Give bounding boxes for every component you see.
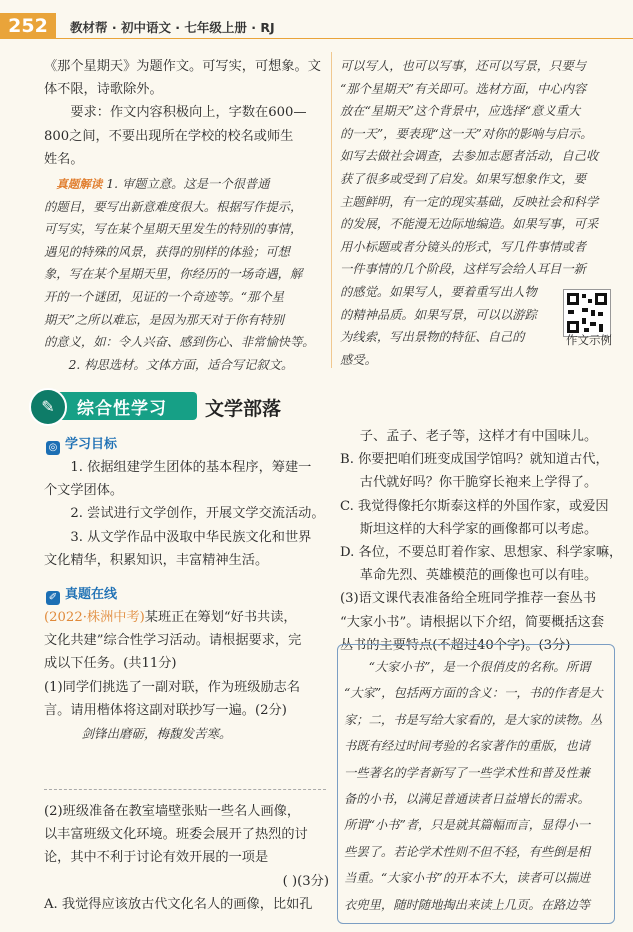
goal-heading: ◎ 学习目标: [46, 433, 117, 455]
q2-line: 论，其中不利于讨论有效开展的一项是: [44, 850, 269, 866]
analysis-line: 期天”之所以难忘，是因为那天对于你有特别: [44, 312, 284, 327]
banner-subtitle: 文学部落: [205, 398, 282, 420]
qr-caption: 作文示例: [566, 333, 612, 347]
online-heading: ✐ 真题在线: [46, 583, 117, 605]
option-b: 古代就好吗？你干脆穿长袍来上学得了。: [359, 475, 598, 491]
analysis-line: 象，写在某个星期天里，你经历的一场奇遇，解: [44, 267, 303, 282]
text-line: 的发展，不能漫无边际地编造。如果写事，可采: [340, 217, 599, 232]
text-line: 获了很多或受到了启发。如果写想象作文，要: [340, 171, 586, 186]
analysis-line: 2. 构思选材。文体方面，适合写记叙文。: [68, 357, 294, 372]
analysis-block: [44, 173, 329, 376]
q3-line: “大家小书”。请根据以下介绍，简要概括这套: [340, 614, 605, 630]
text-line: 放在“星期天”这个背景中，应选择“意义重大: [340, 104, 581, 119]
section-banner: [37, 392, 197, 420]
option-c: 斯坦这样的大科学家的画像都可以考虑。: [359, 521, 598, 537]
q3-line: 丛书的主要特点(不超过40个字)。(3分): [340, 637, 571, 653]
q3-line: (3)语文课代表准备给全班同学推荐一套丛书: [340, 591, 597, 607]
passage-line: 书既有经过时间考验的名家著作的重版，也请: [344, 739, 590, 754]
passage-line: “大家”，包括两方面的含义：一，书的作者是大: [344, 686, 603, 701]
text-line: 一件事情的几个阶段，这样写会给人耳目一新: [340, 262, 586, 277]
intro-line: 某班正在筹划“好书共读，: [144, 610, 297, 625]
qr-code-icon[interactable]: [563, 289, 611, 337]
page-header: [0, 0, 633, 42]
header-title: 教材帮 · 初中语文 · 七年级上册 · RJ: [70, 20, 275, 35]
text-line: 用小标题或者分镜头的形式，写几件事情或者: [340, 239, 586, 254]
pen-icon: ✐: [46, 591, 60, 605]
analysis-line: 开的一个谜团，见证的一个奇迹等。“那个星: [44, 289, 284, 304]
text-line: 主题鲜明，有一定的现实基础，反映社会和科学: [340, 194, 599, 209]
analysis-line: 1. 审题立意。这是一个很普通: [106, 177, 270, 192]
q1-answer: 剑锋出磨砺，梅馥发苦寒。: [81, 726, 232, 742]
text-line: 的感觉。如果写人，要着重写出人物: [340, 284, 537, 299]
passage-line: 当重。“大家小书”的开本不大，读者可以揣进: [344, 871, 591, 886]
passage-line: 些罢了。若论学术性则不但不轻，有些倒是相: [344, 844, 590, 859]
q1-line: 言。请用楷体将这副对联抄写一遍。(2分): [44, 702, 287, 718]
backpack-icon: ✎: [29, 388, 67, 426]
option-a-cont: 子、孟子、老子等，这样才有中国味儿。: [359, 429, 598, 444]
analysis-tag: 真题解读: [56, 177, 103, 192]
passage-line: 衣兜里，随时随地掏出来读上几页。在路边等: [344, 897, 590, 912]
goal-line: 个文学团体。: [44, 483, 124, 499]
text-line: 为线索，写出景物的特征、自己的: [340, 330, 525, 345]
text-line: 的精神品质。如果写景，可以以游踪: [340, 307, 537, 322]
text-line: “那个星期天”有关即可。选材方面，中心内容: [340, 81, 587, 96]
goals-block: [44, 456, 329, 572]
right-bottom-column: [340, 425, 625, 657]
text-line: 的一天”，要表现“这一天”对你的影响与启示。: [340, 126, 593, 141]
requirement-line: 姓名。: [44, 151, 84, 167]
goal-line: 2. 尝试进行文学创作，开展文学交流活动。: [70, 506, 325, 522]
text-line: 体不限，诗歌除外。: [44, 82, 163, 98]
q1-line: (1)同学们挑选了一副对联，作为班级励志名: [44, 679, 301, 695]
goal-line: 3. 从文学作品中汲取中华民族文化和世界: [70, 529, 312, 545]
question-block: [44, 606, 329, 745]
intro-line: 文化共建”综合性学习活动。请根据要求，完: [44, 633, 302, 649]
analysis-line: 的意义，如：令人兴奋、感到伤心、非常愉快等。: [44, 335, 315, 350]
analysis-line: 遇见的特殊的风景，获得的别样的体验；可想: [44, 244, 290, 259]
q2-answer-blank[interactable]: ( )(3分): [282, 873, 329, 889]
passage-line: 备的小书，以满足普通读者日益增长的需求。: [344, 792, 590, 807]
q2-line: 以丰富班级文化环境。班委会展开了热烈的讨: [44, 827, 308, 843]
target-icon: ◎: [46, 441, 60, 455]
q2-line: (2)班级准备在教室墙壁张贴一些名人画像，: [44, 804, 301, 819]
option-d: 革命先烈、英雄模范的画像也可以有哇。: [359, 568, 598, 584]
passage-block: [344, 654, 616, 918]
q2-block: [44, 800, 329, 916]
text-line: 如写去做社会调查，去参加志愿者活动，自己收: [340, 149, 599, 164]
banner-title: 综合性学习: [77, 399, 167, 419]
passage-line: 家；二，书是写给大家看的，是大家的读物。丛: [344, 712, 603, 727]
intro-line: 成以下任务。(共11分): [44, 656, 177, 672]
requirement-line: 800之间，不要出现所在学校的校名或师生: [44, 128, 294, 144]
analysis-line: 可写实，写在某个星期天里发生的特别的事情，: [44, 222, 303, 237]
left-top-column: [44, 55, 329, 376]
requirement-line: 要求：作文内容积极向上，字数在600—: [70, 105, 307, 121]
column-divider: [331, 52, 332, 368]
text-line: 感受。: [340, 352, 377, 367]
analysis-line: 的题目，要写出新意难度很大。根据写作提示，: [44, 199, 303, 214]
option-c: C. 我觉得像托尔斯泰这样的外国作家，或爱因: [340, 498, 609, 514]
passage-line: “大家小书”，是一个很俏皮的名称。所谓: [368, 660, 591, 674]
dashed-divider: [44, 789, 326, 791]
text-line: 《那个星期天》为题作文。可写实，可想象。文: [44, 59, 321, 74]
text-line: 可以写人，也可以写事，还可以写景，只要与: [340, 59, 586, 73]
passage-line: 所谓“小书”者，只是就其篇幅而言，显得小一: [344, 818, 591, 833]
passage-line: 一些著名的学者新写了一些学术性和普及性兼: [344, 765, 590, 780]
goal-line: 文化精华，积累知识，丰富精神生活。: [44, 552, 269, 568]
header-rule: [56, 38, 633, 39]
source-label: (2022·株洲中考): [44, 610, 145, 625]
option-d: D. 各位，不要总盯着作家、思想家、科学家嘛，: [340, 545, 623, 561]
option-a: A. 我觉得应该放古代文化名人的画像，比如孔: [44, 896, 313, 912]
page-number: 252: [0, 13, 56, 39]
goal-line: 1. 依据组建学生团体的基本程序，筹建一: [70, 460, 312, 475]
option-b: B. 你要把咱们班变成国学馆吗？就知道古代，: [340, 452, 609, 468]
